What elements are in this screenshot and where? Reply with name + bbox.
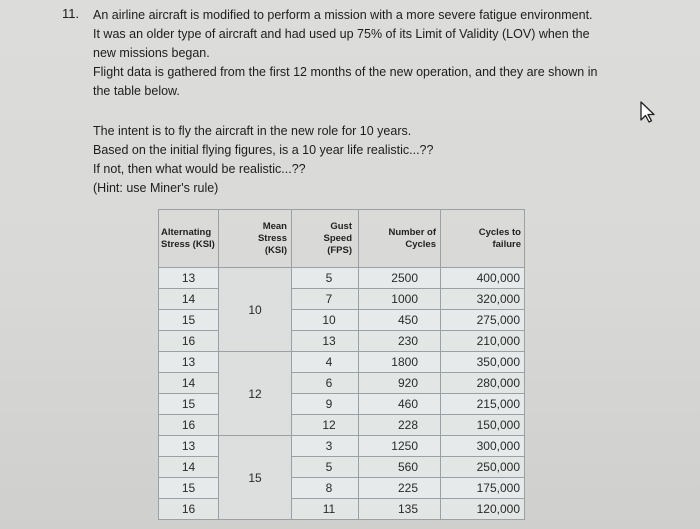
mean-stress-cell: 10 [219, 268, 292, 352]
gust-speed-cell: 5 [292, 457, 359, 478]
gust-speed-cell: 9 [292, 394, 359, 415]
gust-speed-cell: 6 [292, 373, 359, 394]
gust-speed-cell: 8 [292, 478, 359, 499]
hint-line: (Hint: use Miner's rule) [93, 181, 219, 195]
task-paragraph [93, 122, 683, 198]
alt-stress-cell: 15 [159, 310, 219, 331]
header-mean-stress: Mean Stress (KSI) [219, 210, 292, 268]
gust-speed-cell: 10 [292, 310, 359, 331]
data-line: the table below. [93, 84, 180, 98]
number-of-cycles-cell: 135 [359, 499, 441, 520]
data-paragraph [93, 63, 683, 101]
data-line: Flight data is gathered from the first 12 months of the new operation, and they are shown in [93, 65, 598, 79]
table-row [159, 436, 525, 457]
gust-speed-cell: 5 [292, 268, 359, 289]
fatigue-data-table [158, 209, 525, 520]
cycles-to-failure-cell: 250,000 [441, 457, 525, 478]
table-row [159, 457, 525, 478]
alt-stress-cell: 13 [159, 268, 219, 289]
number-of-cycles-cell: 560 [359, 457, 441, 478]
table-row [159, 394, 525, 415]
alt-stress-cell: 15 [159, 478, 219, 499]
alt-stress-cell: 15 [159, 394, 219, 415]
cycles-to-failure-cell: 150,000 [441, 415, 525, 436]
table-row [159, 289, 525, 310]
alt-stress-cell: 14 [159, 457, 219, 478]
table-row [159, 310, 525, 331]
cycles-to-failure-cell: 280,000 [441, 373, 525, 394]
cycles-to-failure-cell: 215,000 [441, 394, 525, 415]
cycles-to-failure-cell: 400,000 [441, 268, 525, 289]
table-header-row [159, 210, 525, 268]
header-cycles-to-failure: Cycles to failure [441, 210, 525, 268]
mouse-pointer-icon [636, 100, 660, 124]
alt-stress-cell: 16 [159, 415, 219, 436]
intro-line: It was an older type of aircraft and had used up 75% of its Limit of Validity (LOV) when the [93, 27, 590, 41]
table-row [159, 268, 525, 289]
number-of-cycles-cell: 1000 [359, 289, 441, 310]
alt-stress-cell: 14 [159, 289, 219, 310]
header-number-of-cycles: Number of Cycles [359, 210, 441, 268]
table-row [159, 499, 525, 520]
mean-stress-cell: 15 [219, 436, 292, 520]
table-row [159, 331, 525, 352]
gust-speed-cell: 13 [292, 331, 359, 352]
alt-stress-cell: 13 [159, 352, 219, 373]
header-alternating-stress: Alternating Stress (KSI) [159, 210, 219, 268]
number-of-cycles-cell: 920 [359, 373, 441, 394]
cycles-to-failure-cell: 210,000 [441, 331, 525, 352]
cycles-to-failure-cell: 320,000 [441, 289, 525, 310]
number-of-cycles-cell: 225 [359, 478, 441, 499]
intro-line: An airline aircraft is modified to perform a mission with a more severe fatigue environment. [93, 8, 593, 22]
mean-stress-cell: 12 [219, 352, 292, 436]
gust-speed-cell: 3 [292, 436, 359, 457]
gust-speed-cell: 12 [292, 415, 359, 436]
alt-stress-cell: 16 [159, 499, 219, 520]
task-line: The intent is to fly the aircraft in the new role for 10 years. [93, 124, 412, 138]
alt-stress-cell: 13 [159, 436, 219, 457]
table-row [159, 352, 525, 373]
gust-speed-cell: 7 [292, 289, 359, 310]
intro-line: new missions began. [93, 46, 210, 60]
number-of-cycles-cell: 228 [359, 415, 441, 436]
question-number: 11. [62, 6, 80, 21]
table-row [159, 478, 525, 499]
alt-stress-cell: 16 [159, 331, 219, 352]
number-of-cycles-cell: 230 [359, 331, 441, 352]
gust-speed-cell: 4 [292, 352, 359, 373]
cycles-to-failure-cell: 300,000 [441, 436, 525, 457]
alt-stress-cell: 14 [159, 373, 219, 394]
table-row [159, 415, 525, 436]
gust-speed-cell: 11 [292, 499, 359, 520]
number-of-cycles-cell: 450 [359, 310, 441, 331]
number-of-cycles-cell: 1250 [359, 436, 441, 457]
table-row [159, 373, 525, 394]
number-of-cycles-cell: 2500 [359, 268, 441, 289]
intro-paragraph [93, 6, 683, 63]
header-gust-speed: Gust Speed (FPS) [292, 210, 359, 268]
cycles-to-failure-cell: 175,000 [441, 478, 525, 499]
number-of-cycles-cell: 460 [359, 394, 441, 415]
cycles-to-failure-cell: 275,000 [441, 310, 525, 331]
cycles-to-failure-cell: 350,000 [441, 352, 525, 373]
cycles-to-failure-cell: 120,000 [441, 499, 525, 520]
number-of-cycles-cell: 1800 [359, 352, 441, 373]
task-line: If not, then what would be realistic...?? [93, 162, 306, 176]
task-line: Based on the initial flying figures, is a 10 year life realistic...?? [93, 143, 434, 157]
